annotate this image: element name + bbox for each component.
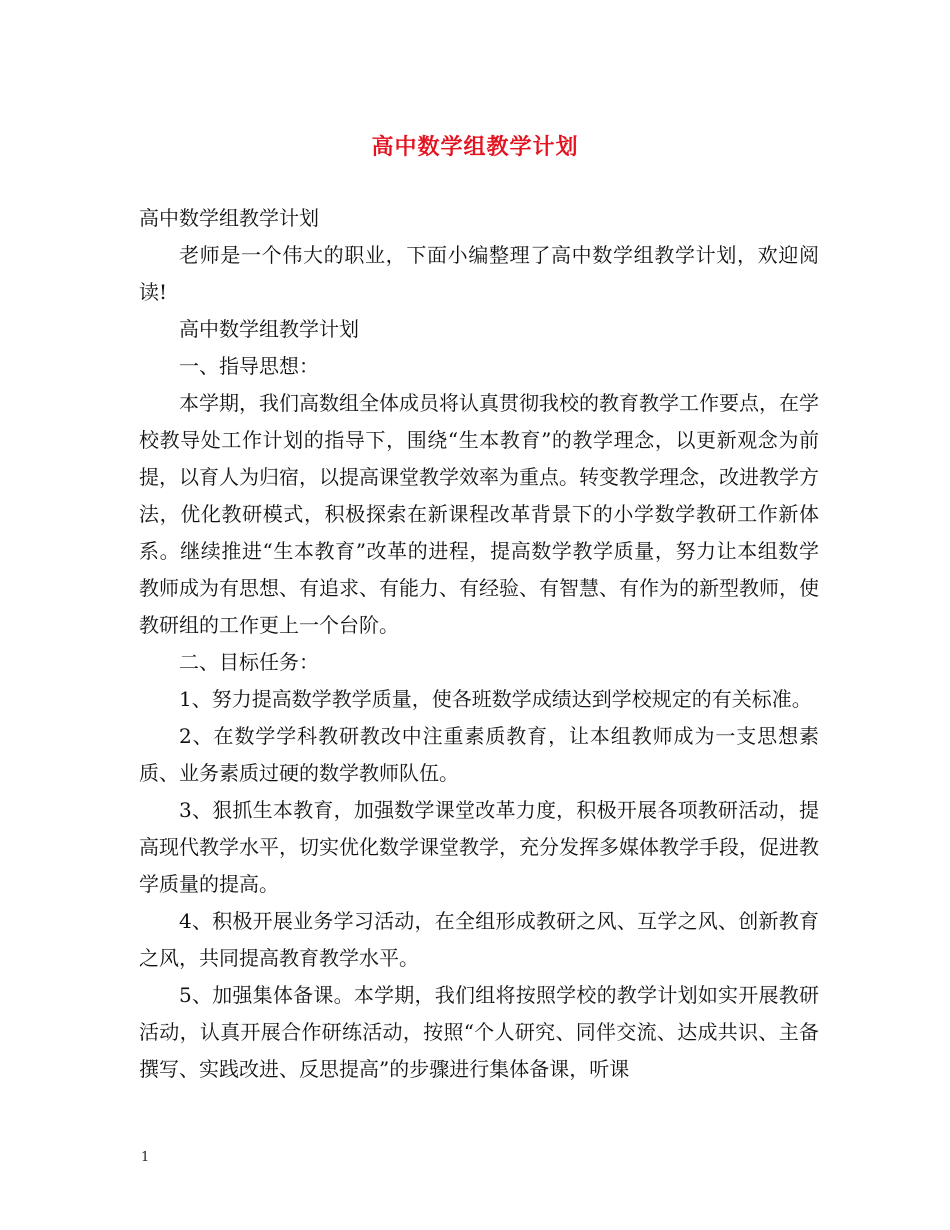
page-number: 1 bbox=[141, 1150, 150, 1165]
list-item: 3、狠抓生本教育，加强数学课堂改革力度，积极开展各项教研活动，提高现代教学水平，切实优化数学课堂教学，充分发挥多媒体教学手段，促进教学质量的提高。 bbox=[139, 798, 819, 896]
document-title: 高中数学组教学计划 bbox=[371, 134, 579, 160]
document-body bbox=[139, 200, 819, 1088]
list-item: 4、积极开展业务学习活动，在全组形成教研之风、互学之风、创新教育之风，共同提高教育教学水平。 bbox=[139, 909, 819, 970]
intro-paragraph: 老师是一个伟大的职业，下面小编整理了高中数学组教学计划，欢迎阅读! bbox=[139, 243, 819, 304]
body-paragraph: 本学期，我们高数组全体成员将认真贯彻我校的教育教学工作要点，在学校教导处工作计划的指导下，围绕“生本教育”的教学理念，以更新观念为前提，以育人为归宿，以提高课堂教学效率为重点。转变教学理念，改进教学方法，优化教研模式，积极探索在新课程改革背景下的小学数学教研工作新体系。继续推进“生本教育”改革的进程，提高数学教学质量，努力让本组数学教师成为有思想、有追求、有能力、有经验、有智慧、有作为的新型教师，使教研组的工作更上一个台阶。 bbox=[139, 391, 819, 637]
section-heading-goals: 二、目标任务： bbox=[179, 650, 319, 674]
list-item: 1、努力提高数学教学质量，使各班数学成绩达到学校规定的有关标准。 bbox=[179, 687, 812, 711]
section-heading: 高中数学组教学计划 bbox=[179, 317, 359, 341]
list-item: 2、在数学学科教研教改中注重素质教育，让本组教师成为一支思想素质、业务素质过硬的数学教师队伍。 bbox=[139, 724, 819, 785]
subtitle-paragraph: 高中数学组教学计划 bbox=[139, 206, 319, 230]
list-item: 5、加强集体备课。本学期，我们组将按照学校的教学计划如实开展教研活动，认真开展合作研练活动，按照“个人研究、同伴交流、达成共识、主备撰写、实践改进、反思提高”的步骤进行集体备课，听课 bbox=[139, 983, 819, 1081]
section-heading-guiding-ideas: 一、指导思想： bbox=[179, 354, 319, 378]
